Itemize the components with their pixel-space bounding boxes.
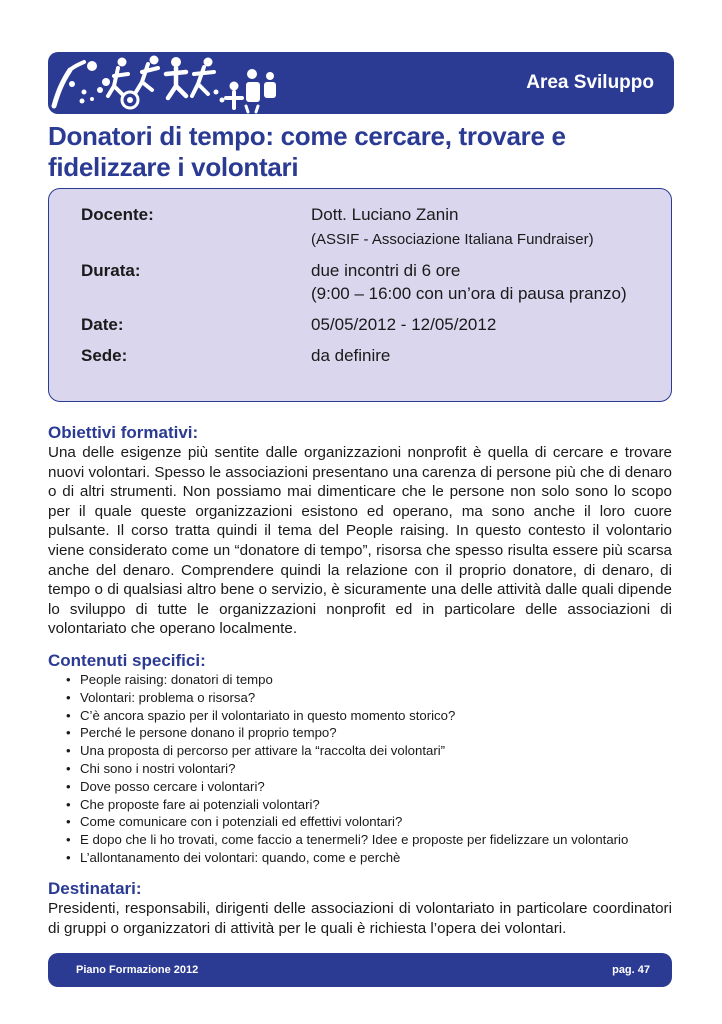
destinatari-text: Presidenti, responsabili, dirigenti delle associazioni di volontariato in particolare coordinatori di gruppi o organizzatori di attività per le quali è richiesta l’opera dei volontari. <box>48 900 672 937</box>
list-item-text: L’allontanamento dei volontari: quando, come e perchè <box>80 849 401 865</box>
bullet-icon: • <box>66 760 71 776</box>
bullet-icon: • <box>66 707 71 723</box>
list-item-text: Perché le persone donano il proprio tempo? <box>80 725 337 741</box>
docente-org: (ASSIF - Associazione Italiana Fundraiser) <box>311 231 594 248</box>
durata-value <box>311 259 691 305</box>
bullet-icon: • <box>66 743 71 759</box>
list-item-text: Dove posso cercare i volontari? <box>80 778 265 794</box>
list-item <box>66 707 628 725</box>
bullet-icon: • <box>66 849 71 865</box>
docente-value <box>311 203 691 251</box>
list-item <box>66 831 628 849</box>
durata-main: due incontri di 6 ore <box>311 261 461 280</box>
list-item <box>66 778 628 796</box>
date-label: Date: <box>81 315 124 334</box>
date-value: 05/05/2012 - 12/05/2012 <box>311 315 497 334</box>
bullet-icon: • <box>66 778 71 794</box>
durata-detail: (9:00 – 16:00 con un’ora di pausa pranzo) <box>311 284 627 303</box>
bullet-icon: • <box>66 672 71 687</box>
list-item <box>66 689 628 707</box>
sede-label: Sede: <box>81 346 128 365</box>
list-item-text: C’è ancora spazio per il volontariato in questo momento storico? <box>80 707 456 723</box>
list-item <box>66 813 628 831</box>
bullet-icon: • <box>66 689 71 705</box>
list-item <box>66 724 628 742</box>
docente-name: Dott. Luciano Zanin <box>311 205 459 224</box>
list-item-text: Come comunicare con i potenziali ed effettivi volontari? <box>80 814 403 830</box>
bullet-icon: • <box>66 832 71 848</box>
sede-value: da definire <box>311 346 391 365</box>
contenuti-heading: Contenuti specifici: <box>48 651 206 670</box>
list-item <box>66 760 628 778</box>
page-title: Donatori di tempo: come cercare, trovare e fidelizzare i volontari <box>48 121 566 182</box>
footer-band <box>48 953 672 987</box>
list-item <box>66 796 628 814</box>
people-figures-icon <box>48 52 318 114</box>
list-item <box>66 671 628 689</box>
contenuti-list <box>66 671 628 867</box>
list-item-text: E dopo che li ho trovati, come faccio a tenermeli? Idee e proposte per fidelizzare un volontario <box>80 832 629 848</box>
bullet-icon: • <box>66 796 71 812</box>
header-band <box>48 52 674 114</box>
list-item-text: Una proposta di percorso per attivare la “raccolta dei volontari” <box>80 743 446 759</box>
durata-label: Durata: <box>81 261 141 280</box>
docente-label: Docente: <box>81 205 154 224</box>
bullet-icon: • <box>66 814 71 830</box>
area-label: Area Sviluppo <box>526 72 654 93</box>
footer-title: Piano Formazione 2012 <box>76 964 199 976</box>
obiettivi-heading: Obiettivi formativi: <box>48 423 199 442</box>
page-number: pag. 47 <box>612 964 650 976</box>
list-item-text: Che proposte fare ai potenziali volontari? <box>80 796 320 812</box>
list-item-text: Chi sono i nostri volontari? <box>80 760 236 776</box>
list-item <box>66 742 628 760</box>
bullet-icon: • <box>66 725 71 741</box>
obiettivi-text: Una delle esigenze più sentite dalle organizzazioni nonprofit è quella di cercare e trovare nuovi volontari. Spesso le associazioni presentano una carenza di persone più che di denaro o di altri strumenti. Non possiamo mai dimenticare che le persone non solo sono lo scopo per il quale queste organizzazioni esistono ed operano, ma sono anche il loro cuore pulsante. Il corso tratta quindi il tema del People raising. In questo contesto il volontario viene considerato come un “donatore di tempo”, risorsa che spesso risulta essere più scarsa anche del denaro. Comprendere quindi la relazione con il proprio donatore, di denaro, di tempo o di qualsiasi altro bene o servizio, è sicuramente una delle attività dalle quali dipende lo sviluppo di tutte le organizzazioni nonprofit ed in particolare delle associazioni di volontariato che operano localmente. <box>48 444 672 638</box>
course-info-box <box>48 188 672 402</box>
list-item <box>66 849 628 867</box>
list-item-text: Volontari: problema o risorsa? <box>80 689 256 705</box>
destinatari-heading: Destinatari: <box>48 879 142 898</box>
list-item-text: People raising: donatori di tempo <box>80 672 273 687</box>
